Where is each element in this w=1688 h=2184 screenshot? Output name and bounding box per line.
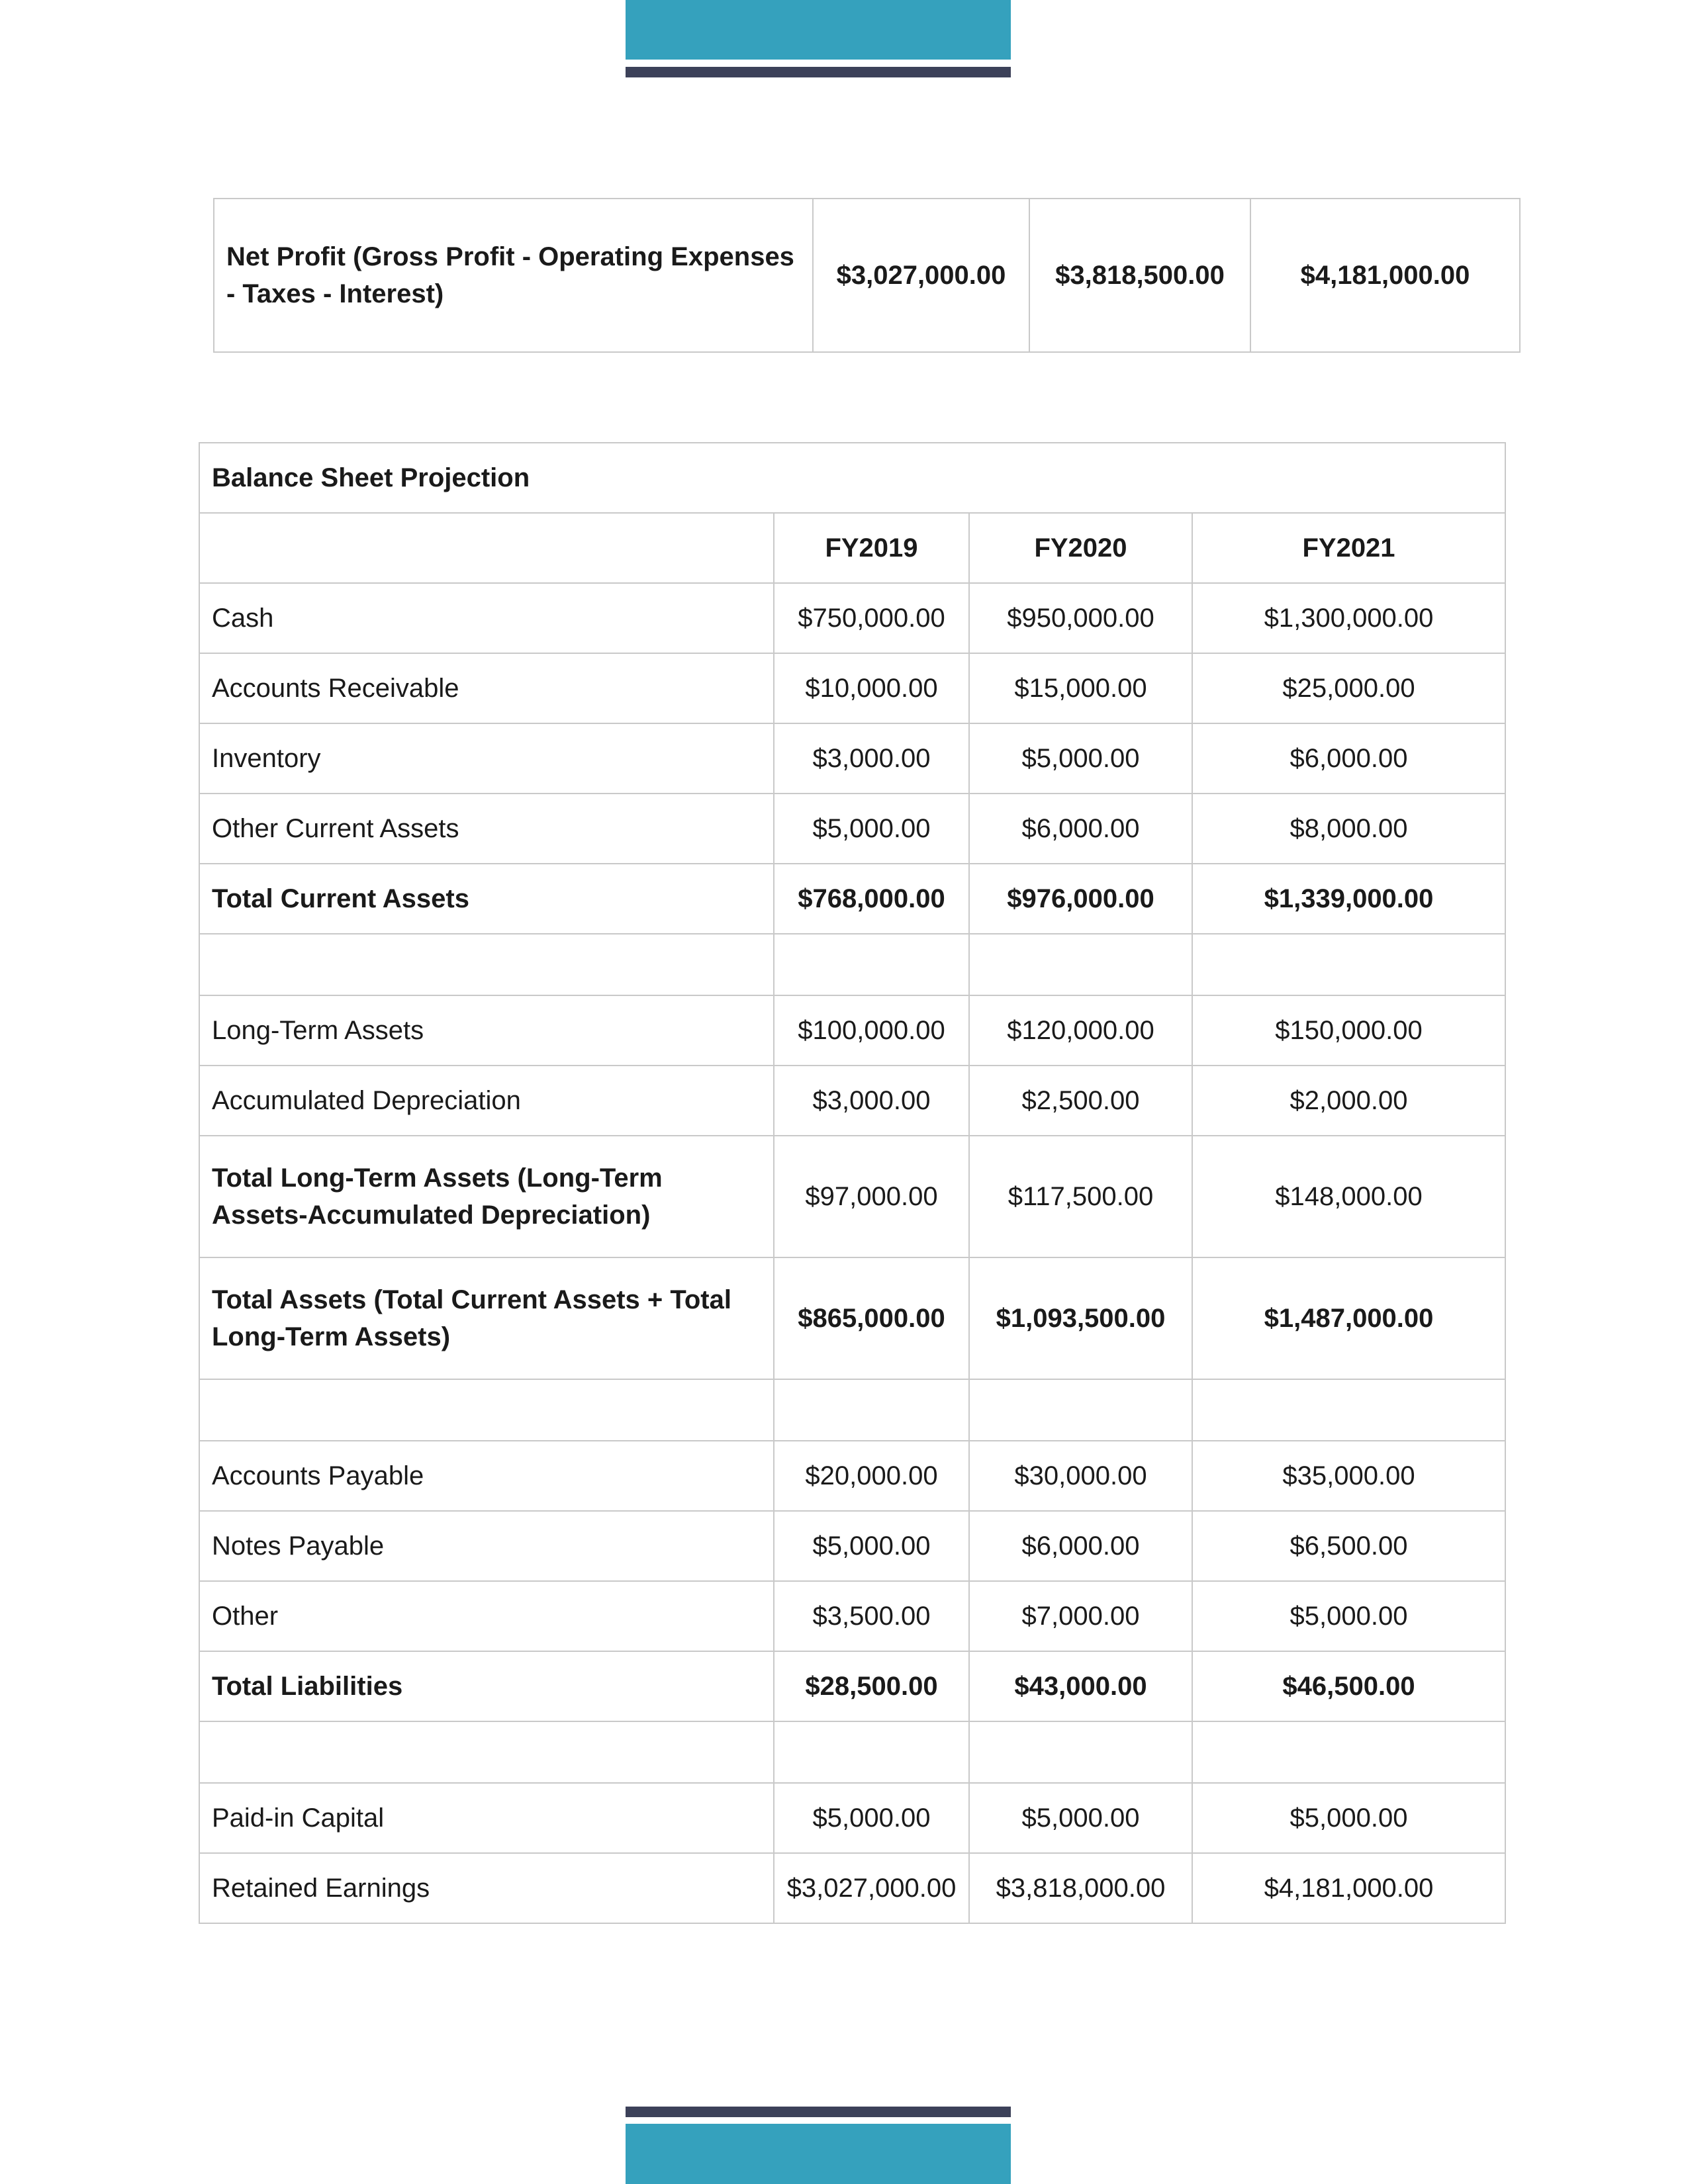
cell-fy2021: $1,300,000.00 bbox=[1192, 583, 1505, 653]
cell-fy2020: $117,500.00 bbox=[969, 1136, 1192, 1257]
cell-fy2020: $6,000.00 bbox=[969, 794, 1192, 864]
row-label: Notes Payable bbox=[199, 1511, 774, 1581]
cell-fy2019: $10,000.00 bbox=[774, 653, 969, 723]
row-label: Inventory bbox=[199, 723, 774, 794]
table-row bbox=[199, 1853, 1505, 1923]
table-row bbox=[199, 1066, 1505, 1136]
cell-fy2020: $30,000.00 bbox=[969, 1441, 1192, 1511]
cell-fy2020: $1,093,500.00 bbox=[969, 1257, 1192, 1379]
row-label: Paid-in Capital bbox=[199, 1783, 774, 1853]
row-label: Retained Earnings bbox=[199, 1853, 774, 1923]
cell-fy2019: $3,000.00 bbox=[774, 1066, 969, 1136]
header-accent-rule bbox=[626, 67, 1011, 77]
cell-fy2020: $5,000.00 bbox=[969, 723, 1192, 794]
total-row bbox=[199, 864, 1505, 934]
cell-fy2020: $7,000.00 bbox=[969, 1581, 1192, 1651]
balance-sheet-table bbox=[199, 442, 1506, 1924]
cell-fy2021: $6,500.00 bbox=[1192, 1511, 1505, 1581]
cell-fy2021: $6,000.00 bbox=[1192, 723, 1505, 794]
row-label: Other bbox=[199, 1581, 774, 1651]
total-row bbox=[199, 1136, 1505, 1257]
header-accent-bar bbox=[626, 0, 1011, 60]
table-row bbox=[199, 1511, 1505, 1581]
row-label: Accounts Receivable bbox=[199, 653, 774, 723]
footer-accent-rule bbox=[626, 2107, 1011, 2117]
row-label: Accumulated Depreciation bbox=[199, 1066, 774, 1136]
cell-fy2021: $1,487,000.00 bbox=[1192, 1257, 1505, 1379]
header-empty-cell bbox=[199, 513, 774, 583]
cell-fy2021: $46,500.00 bbox=[1192, 1651, 1505, 1721]
net-profit-table bbox=[213, 198, 1521, 353]
table-row bbox=[199, 995, 1505, 1066]
cell-fy2019: $5,000.00 bbox=[774, 1783, 969, 1853]
column-header-fy2019: FY2019 bbox=[774, 513, 969, 583]
cell-fy2021: $5,000.00 bbox=[1192, 1581, 1505, 1651]
balance-sheet-title: Balance Sheet Projection bbox=[199, 443, 1505, 513]
row-label: Accounts Payable bbox=[199, 1441, 774, 1511]
cell-fy2019: $5,000.00 bbox=[774, 794, 969, 864]
cell-fy2021: $5,000.00 bbox=[1192, 1783, 1505, 1853]
cell-fy2019: $5,000.00 bbox=[774, 1511, 969, 1581]
cell-fy2019: $100,000.00 bbox=[774, 995, 969, 1066]
table-row bbox=[199, 1581, 1505, 1651]
cell-fy2021: $1,339,000.00 bbox=[1192, 864, 1505, 934]
cell-fy2019: $3,500.00 bbox=[774, 1581, 969, 1651]
row-label: Total Assets (Total Current Assets + Total Long-Term Assets) bbox=[199, 1257, 774, 1379]
balance-sheet-title-row bbox=[199, 443, 1505, 513]
column-header-fy2021: FY2021 bbox=[1192, 513, 1505, 583]
table-row bbox=[199, 1783, 1505, 1853]
cell-fy2019: $768,000.00 bbox=[774, 864, 969, 934]
cell-fy2021: $35,000.00 bbox=[1192, 1441, 1505, 1511]
total-row bbox=[199, 1257, 1505, 1379]
cell-fy2019: $865,000.00 bbox=[774, 1257, 969, 1379]
cell-fy2020: $43,000.00 bbox=[969, 1651, 1192, 1721]
cell-fy2019: $750,000.00 bbox=[774, 583, 969, 653]
cell-fy2019: $3,000.00 bbox=[774, 723, 969, 794]
net-profit-row bbox=[214, 199, 1520, 352]
cell-fy2020: $120,000.00 bbox=[969, 995, 1192, 1066]
column-header-fy2020: FY2020 bbox=[969, 513, 1192, 583]
cell-fy2021: $2,000.00 bbox=[1192, 1066, 1505, 1136]
net-profit-fy2021: $4,181,000.00 bbox=[1250, 199, 1520, 352]
row-label: Total Long-Term Assets (Long-Term Assets-Accumulated Depreciation) bbox=[199, 1136, 774, 1257]
table-row bbox=[199, 794, 1505, 864]
spacer-row bbox=[199, 1721, 1505, 1783]
footer-accent-bar bbox=[626, 2124, 1011, 2184]
cell-fy2021: $25,000.00 bbox=[1192, 653, 1505, 723]
net-profit-label: Net Profit (Gross Profit - Operating Expenses - Taxes - Interest) bbox=[214, 199, 813, 352]
cell-fy2019: $97,000.00 bbox=[774, 1136, 969, 1257]
header-row bbox=[199, 513, 1505, 583]
net-profit-fy2019: $3,027,000.00 bbox=[813, 199, 1029, 352]
net-profit-fy2020: $3,818,500.00 bbox=[1029, 199, 1250, 352]
row-label: Total Current Assets bbox=[199, 864, 774, 934]
cell-fy2020: $976,000.00 bbox=[969, 864, 1192, 934]
cell-fy2020: $5,000.00 bbox=[969, 1783, 1192, 1853]
cell-fy2021: $148,000.00 bbox=[1192, 1136, 1505, 1257]
cell-fy2019: $20,000.00 bbox=[774, 1441, 969, 1511]
row-label: Cash bbox=[199, 583, 774, 653]
table-row bbox=[199, 1441, 1505, 1511]
table-row bbox=[199, 653, 1505, 723]
cell-fy2020: $3,818,000.00 bbox=[969, 1853, 1192, 1923]
cell-fy2020: $15,000.00 bbox=[969, 653, 1192, 723]
spacer-row bbox=[199, 1379, 1505, 1441]
row-label: Other Current Assets bbox=[199, 794, 774, 864]
cell-fy2020: $950,000.00 bbox=[969, 583, 1192, 653]
row-label: Total Liabilities bbox=[199, 1651, 774, 1721]
cell-fy2019: $28,500.00 bbox=[774, 1651, 969, 1721]
cell-fy2020: $2,500.00 bbox=[969, 1066, 1192, 1136]
cell-fy2020: $6,000.00 bbox=[969, 1511, 1192, 1581]
cell-fy2021: $4,181,000.00 bbox=[1192, 1853, 1505, 1923]
cell-fy2019: $3,027,000.00 bbox=[774, 1853, 969, 1923]
cell-fy2021: $150,000.00 bbox=[1192, 995, 1505, 1066]
spacer-row bbox=[199, 934, 1505, 995]
table-row bbox=[199, 723, 1505, 794]
total-row bbox=[199, 1651, 1505, 1721]
cell-fy2021: $8,000.00 bbox=[1192, 794, 1505, 864]
row-label: Long-Term Assets bbox=[199, 995, 774, 1066]
table-row bbox=[199, 583, 1505, 653]
